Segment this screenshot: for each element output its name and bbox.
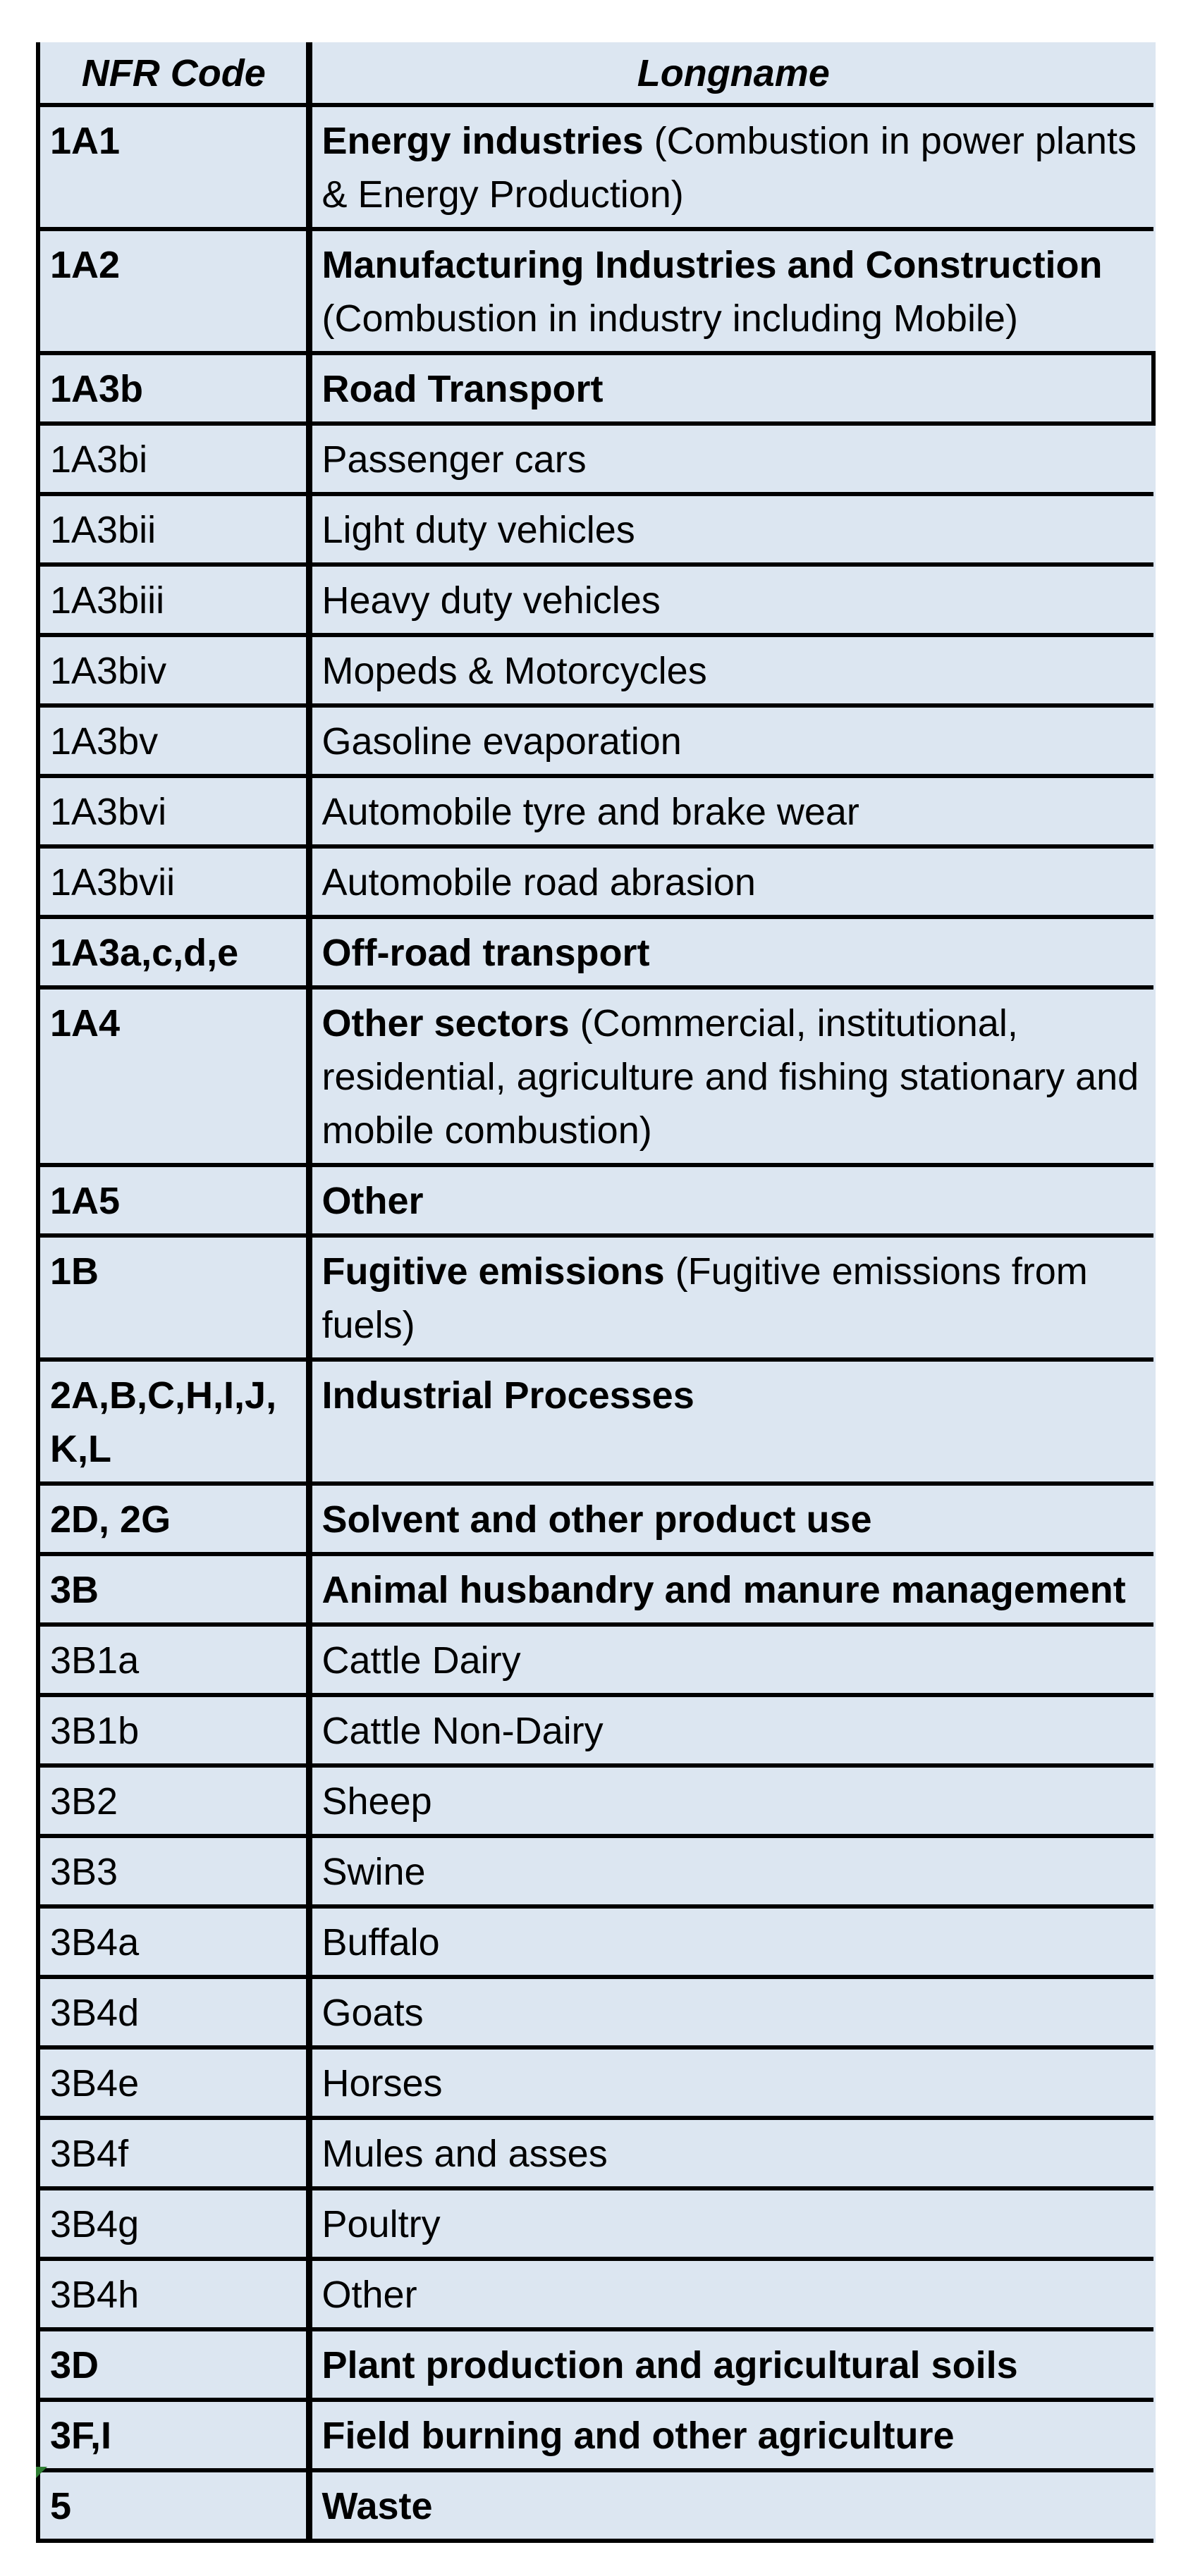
longname-title: Goats — [322, 1992, 424, 2034]
nfr-code-cell: 1A3biii — [38, 565, 309, 635]
longname-title: Animal husbandry and manure management — [322, 1569, 1126, 1611]
longname-cell — [309, 705, 1153, 776]
table-row — [38, 565, 1153, 635]
longname-cell — [309, 1484, 1153, 1554]
header-longname: Longname — [309, 42, 1153, 105]
longname-title: Light duty vehicles — [322, 509, 635, 551]
table-row — [38, 1977, 1153, 2047]
nfr-code-cell: 3B1b — [38, 1695, 309, 1765]
longname-title: Plant production and agricultural soils — [322, 2344, 1018, 2386]
longname-cell — [309, 494, 1153, 565]
longname-title: Poultry — [322, 2203, 441, 2245]
nfr-code-cell: 3B1a — [38, 1625, 309, 1695]
longname-cell — [309, 229, 1153, 353]
table-row — [38, 1765, 1153, 1836]
nfr-code-cell: 1A3biv — [38, 635, 309, 705]
longname-title: Road Transport — [322, 368, 604, 410]
table-row — [38, 1695, 1153, 1765]
longname-cell — [309, 635, 1153, 705]
longname-title: Sheep — [322, 1780, 432, 1823]
longname-title: Heavy duty vehicles — [322, 579, 661, 622]
table-row — [38, 2329, 1153, 2400]
longname-cell — [309, 2329, 1153, 2400]
longname-title: Manufacturing Industries and Construction — [322, 244, 1103, 286]
table-row — [38, 2118, 1153, 2188]
table-row — [38, 105, 1153, 229]
table-row — [38, 494, 1153, 565]
nfr-code-cell: 5 — [38, 2470, 309, 2541]
nfr-code-cell: 1A3bi — [38, 424, 309, 494]
longname-detail: (Combustion in industry including Mobile) — [322, 297, 1018, 340]
longname-cell — [309, 2188, 1153, 2259]
longname-cell — [309, 2047, 1153, 2118]
longname-cell — [309, 846, 1153, 917]
longname-title: Gasoline evaporation — [322, 720, 682, 763]
table-row — [38, 635, 1153, 705]
header-row — [38, 42, 1153, 105]
longname-cell — [309, 2118, 1153, 2188]
table-row — [38, 1360, 1153, 1484]
table-row — [38, 1165, 1153, 1235]
nfr-code-cell: 1A2 — [38, 229, 309, 353]
longname-title: Other sectors — [322, 1002, 570, 1044]
nfr-code-cell: 1A3a,c,d,e — [38, 917, 309, 987]
nfr-code-cell: 3B — [38, 1554, 309, 1625]
table-row — [38, 846, 1153, 917]
longname-cell — [309, 1554, 1153, 1625]
table-row — [38, 917, 1153, 987]
longname-title: Mules and asses — [322, 2133, 608, 2175]
longname-title: Other — [322, 1180, 424, 1222]
table-row — [38, 424, 1153, 494]
longname-title: Mopeds & Motorcycles — [322, 650, 707, 692]
longname-title: Automobile road abrasion — [322, 861, 756, 904]
table-row — [38, 1836, 1153, 1906]
table-row — [38, 1625, 1153, 1695]
table-row — [38, 776, 1153, 846]
longname-title: Swine — [322, 1851, 426, 1893]
longname-cell — [309, 1625, 1153, 1695]
longname-detail: (Commercial, institutional, residential, agriculture and fishing stationary and mobile combustion) — [322, 1002, 1139, 1152]
table-row — [38, 1484, 1153, 1554]
nfr-code-cell: 1A3bvii — [38, 846, 309, 917]
longname-title: Automobile tyre and brake wear — [322, 791, 859, 833]
table-body — [38, 105, 1153, 2541]
table-row — [38, 353, 1153, 424]
nfr-code-cell: 3B4g — [38, 2188, 309, 2259]
longname-cell — [309, 1765, 1153, 1836]
nfr-code-cell: 3B2 — [38, 1765, 309, 1836]
longname-title: Fugitive emissions — [322, 1250, 665, 1293]
nfr-code-cell: 1B — [38, 1235, 309, 1360]
table-row — [38, 2259, 1153, 2329]
table-row — [38, 2188, 1153, 2259]
table-row — [38, 229, 1153, 353]
longname-title: Off-road transport — [322, 932, 650, 974]
longname-cell — [309, 2259, 1153, 2329]
longname-cell — [309, 1836, 1153, 1906]
longname-title: Buffalo — [322, 1921, 440, 1964]
nfr-code-cell: 3B4e — [38, 2047, 309, 2118]
longname-cell — [309, 1360, 1153, 1484]
table-row — [38, 705, 1153, 776]
table-row — [38, 1554, 1153, 1625]
longname-title: Solvent and other product use — [322, 1498, 872, 1541]
nfr-code-cell: 1A3bv — [38, 705, 309, 776]
nfr-code-cell: 1A5 — [38, 1165, 309, 1235]
table-row — [38, 1235, 1153, 1360]
longname-title: Industrial Processes — [322, 1374, 694, 1417]
nfr-code-cell: 3B3 — [38, 1836, 309, 1906]
longname-cell — [309, 1165, 1153, 1235]
header-nfr-code: NFR Code — [38, 42, 309, 105]
table-row — [38, 2047, 1153, 2118]
nfr-code-cell: 1A3bii — [38, 494, 309, 565]
longname-title: Energy industries — [322, 120, 644, 162]
nfr-code-cell: 3B4h — [38, 2259, 309, 2329]
longname-cell — [309, 776, 1153, 846]
longname-cell — [309, 424, 1153, 494]
longname-cell — [309, 353, 1153, 424]
longname-cell — [309, 1906, 1153, 1977]
longname-title: Other — [322, 2274, 417, 2316]
cell-comment-marker — [36, 2467, 47, 2478]
longname-cell — [309, 2470, 1153, 2541]
longname-detail: (Combustion in power plants & Energy Production) — [322, 120, 1137, 216]
nfr-code-cell: 2A,B,C,H,I,J,K,L — [38, 1360, 309, 1484]
nfr-code-cell: 3B4d — [38, 1977, 309, 2047]
table-row — [38, 2400, 1153, 2470]
longname-title: Cattle Dairy — [322, 1639, 521, 1682]
nfr-code-cell: 3B4f — [38, 2118, 309, 2188]
longname-title: Horses — [322, 2062, 443, 2104]
longname-title: Field burning and other agriculture — [322, 2415, 955, 2457]
table-row — [38, 2470, 1153, 2541]
longname-cell — [309, 917, 1153, 987]
longname-cell — [309, 987, 1153, 1165]
longname-cell — [309, 1695, 1153, 1765]
longname-cell — [309, 2400, 1153, 2470]
longname-detail: (Fugitive emissions from fuels) — [322, 1250, 1088, 1346]
longname-cell — [309, 565, 1153, 635]
table-row — [38, 987, 1153, 1165]
nfr-code-cell: 3F,I — [38, 2400, 309, 2470]
nfr-code-cell: 3D — [38, 2329, 309, 2400]
nfr-code-table — [36, 42, 1156, 2543]
longname-cell — [309, 1977, 1153, 2047]
nfr-code-cell: 1A1 — [38, 105, 309, 229]
longname-title: Waste — [322, 2485, 433, 2527]
longname-title: Cattle Non-Dairy — [322, 1710, 604, 1752]
nfr-code-cell: 1A3bvi — [38, 776, 309, 846]
longname-cell — [309, 105, 1153, 229]
table-row — [38, 1906, 1153, 1977]
nfr-code-cell: 1A4 — [38, 987, 309, 1165]
nfr-code-cell: 1A3b — [38, 353, 309, 424]
nfr-code-cell: 2D, 2G — [38, 1484, 309, 1554]
nfr-code-cell: 3B4a — [38, 1906, 309, 1977]
longname-cell — [309, 1235, 1153, 1360]
longname-title: Passenger cars — [322, 438, 587, 481]
table-header — [38, 42, 1153, 105]
